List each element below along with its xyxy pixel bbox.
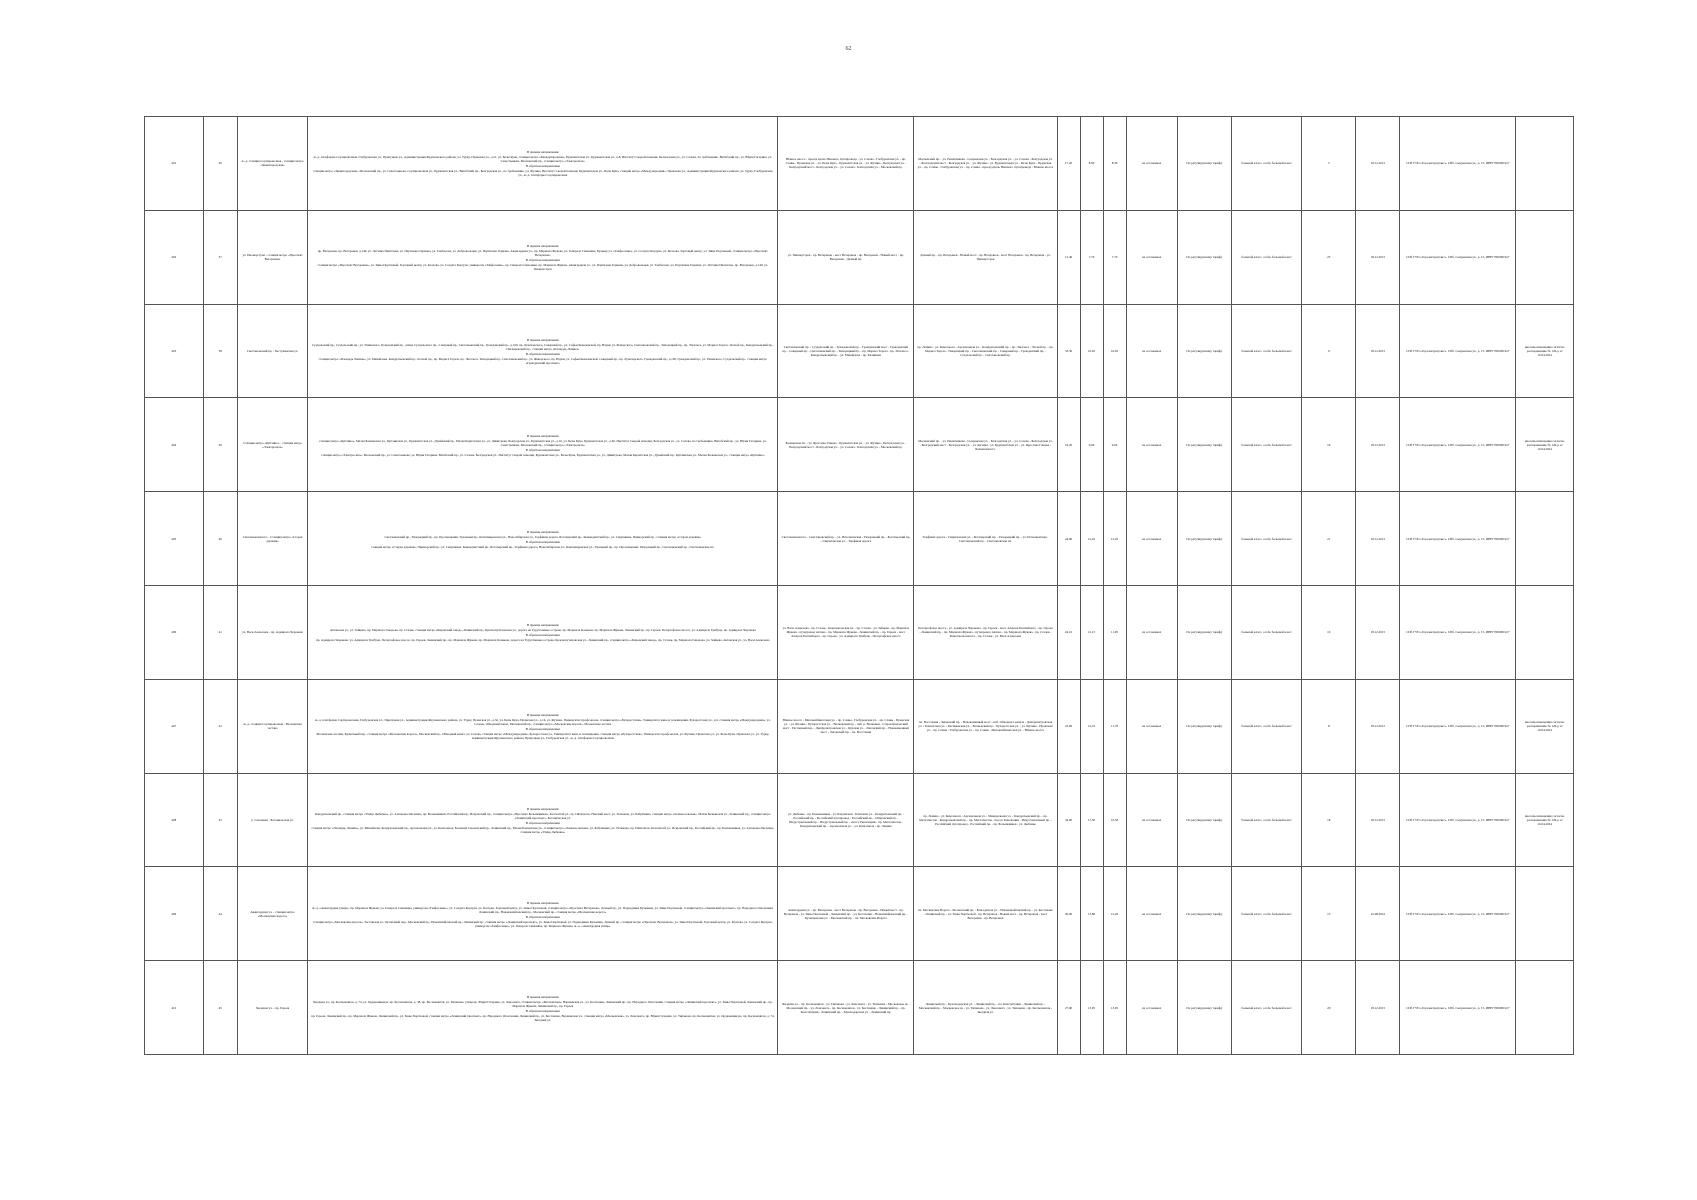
streets-backward-cell: Дачный пр. - пр. Ветеранов - Новый мост - пр. Ветеранов - мост Ветеранов - пр. Ветеранов - ул. Пионерстроя [914, 210, 1057, 304]
streets-forward-cell: ул. Пионерстроя - пр. Ветеранов - мост Ветеранов - пр. Ветеранов - Новый мост - пр. Ветеранов - Дачный пр. [778, 210, 914, 304]
length-total-cell: 19,20 [1057, 398, 1080, 492]
forward-heading: В прямом направлении [527, 433, 559, 438]
route-number-cell: 44 [203, 867, 237, 961]
streets-backward-cell: пр. Ленина - ул. Комсомола - Арсенальная ул. - Кондратьевский пр. - пр. Энгельса - Лесной пр. - пр. Мориса Тореза - Тихорецкий пр. - Светлановский пр. - Северный пр. - Гражданский пр. - Суздальский пр. - Светлановский пр. [914, 304, 1057, 398]
reg-number-cell: 406 [145, 585, 204, 679]
streets-forward-cell: Светлановская пл. - Светлановский пр. - ул. Исполкомская - Тихорецкий пр. - Богатырский пр. - Гавриловская ул. - Торфяная дорога [778, 492, 914, 586]
tariff-cell: По регулируемому тарифу [1177, 117, 1231, 211]
path-forward: пр. Ветеранов, пр. Ветеранов, д.149, ул. Летчика Пилютова, ул. Партизана Германа, ул. Тамбасова, ул. Добровольцев, ул. Партизана Германа, Авангардная ул., пр. Маршала Жукова, ул. Генерала Симоняка, Бульвар ул. «Тавфосенко», ул. Солдата Корзуна, ул. Козлова, Торговый центр, ул. Зины Портновой, станция метро «Проспект Ветеранов» [317, 249, 768, 258]
route-name-cell: ж.-д. станция Сортировочная - станция метро «Звенигородская» [238, 117, 308, 211]
route-path-cell [308, 117, 778, 211]
stop-mode-cell: на остановках [1126, 867, 1177, 961]
route-name-cell: Светлановская пл. - Станция метро «Старая деревня» [238, 492, 308, 586]
stop-mode-cell: на остановках [1126, 304, 1177, 398]
vehicle-count-cell: 18 [1302, 773, 1356, 867]
start-date-cell: 18.12.2015 [1356, 773, 1400, 867]
notes-cell: внесены изменения согласно распоряжению № 126-р от 16.04.2024 [1516, 398, 1574, 492]
streets-backward-cell: Московский пр. - ул. Решетникова - Сызранская ул. - Благодатная ул. - ул. Салова - Белградская ул. - Белградский мост - Белградская ул. - ул. Фучика - ул. Будапештская ул. - Белы Куна - Пражская ул. - пр. Славы - Глебуровская ул. - пр. Славы - проезд вдоль Невского путепровода - Южное шоссе [914, 117, 1057, 211]
path-backward: пр. Адмирала Черокова, ул. Адмирала Трибуца, Петергофское шоссе, пр. Героев, Ленинский пр., пр. Маршала Жукова, пр. Маршала Казакова, дорога на Турухтанные острова, Краснопутиловская ул., Ленинский пр., станция метро «Кировский завод», пр. Стачек, пр. Маршала Говорова, ул. Зайцева, Автовская ул., ул. Васи Алексеева [316, 638, 770, 643]
streets-forward-cell: Светлановский пр. - Суздальский пр. - Гражданский пр. - Гражданский мост - Гражданский пр. - Северный пр. - Светлановский пр. - Тихорецкий пр. - пр. Мориса Тореза - пр. Энгельса - Кондратьевский пр. - ул. Михайлова - пр. Калинина [778, 304, 914, 398]
route-number-cell: 45 [203, 961, 237, 1055]
vehicle-class-cell: большой класс, особо большой класс [1232, 398, 1302, 492]
route-name-cell: ул. Пионерстроя - станция метро «Проспект Ветеранов» [238, 210, 308, 304]
routes-table [144, 116, 1574, 1055]
path-forward: станция метро «Купчино», Малая Балканская ул., Купчинская ул., Будапештская ул., Дунайский пр., Малая Карпатская ул., ул. Димитрова, Белградская ул., Будапештская ул., д.16, ул. Белы Куна, Будапештская ул., д.40, Институт Скорой помощи, Белградская ул., ул. Салова, по требованию, Витебский пр., ул. Юрия Гагарина, ул. Севастьянова, Московский пр., станция метро «Электросила» [318, 438, 767, 447]
start-date-cell: 18.12.2015 [1356, 117, 1400, 211]
start-date-cell: 18.12.2015 [1356, 585, 1400, 679]
route-number-cell: 39 [203, 398, 237, 492]
length-backward-cell: 9,60 [1103, 398, 1126, 492]
carrier-cell: СПб ГУП «Горэлектротранс», СПб, Сызранская ул., д. 15, ИНН 7830001927 [1400, 304, 1516, 398]
vehicle-count-cell: 20 [1302, 961, 1356, 1055]
path-backward: станция метро «Проспект Ветеранов», ул. Зины Портновой, Торговый центр, ул. Козлова, ул. Солдата Корзуна, универсам «Тавфосенко», пр. Генерала Симоняка, пр. Маршала Жукова, Авангардная ул., ул. Партизана Германа, ул. Добровольцев, ул. Тамбасова, ул. Партизана Германа, ул. Летчика Пилютова, пр. Ветеранов, д.149, ул. Пионерстроя [317, 263, 768, 272]
backward-heading: В обратном направлении [525, 539, 560, 544]
table-row [145, 492, 1574, 586]
route-path-cell [308, 398, 778, 492]
length-total-cell: 17,20 [1057, 117, 1080, 211]
carrier-cell: СПб ГУП «Горэлектротранс», СПб, Сызранская ул., д. 15, ИНН 7830001927 [1400, 679, 1516, 773]
notes-cell [1516, 210, 1574, 304]
tariff-cell: По регулируемому тарифу [1177, 679, 1231, 773]
streets-forward-cell: Звездная ул. - пр. Космонавтов - ул. Типанова - ул. Ленсовета - ул. Типанова - Московское ш. - Московский пр. - ул. Ленсовета - пр. Космонавтов - ул. Костюшко - Ленинский пр. - пр. Конституции - Ленинский пр. - Краснодарская ул. - Ленинский пр. [778, 961, 914, 1055]
vehicle-class-cell: большой класс, особо большой класс [1232, 492, 1302, 586]
stop-mode-cell: на остановках [1126, 210, 1177, 304]
carrier-cell: СПб ГУП «Горэлектротранс», СПб, Сызранская ул., д. 15, ИНН 7830001927 [1400, 492, 1516, 586]
route-number-cell: 36 [203, 117, 237, 211]
length-backward-cell: 12,45 [1103, 492, 1126, 586]
stop-mode-cell: на остановках [1126, 773, 1177, 867]
tariff-cell: По регулируемому тарифу [1177, 398, 1231, 492]
length-forward-cell: 17,50 [1080, 773, 1103, 867]
carrier-cell: СПб ГУП «Горэлектротранс», СПб, Сызранская ул., д. 15, ИНН 7830001927 [1400, 117, 1516, 211]
reg-number-cell: 410 [145, 961, 204, 1055]
length-backward-cell: 13,95 [1103, 961, 1126, 1055]
forward-heading: В прямом направлении [527, 244, 559, 249]
stop-mode-cell: на остановках [1126, 679, 1177, 773]
streets-forward-cell: Авангардная ул. - пр. Ветеранов - мост Ветеранов - пр. Ветеранов - Новый мост - пр. Ветеранов - ул. Зины Портновой - Ленинский пр. - ул. Костюшко - Новоизмайловский пр. - Кузнецовская ул. - Московский пр. - пл. Московские Ворота [778, 867, 914, 961]
tariff-cell: По регулируемому тарифу [1177, 210, 1231, 304]
carrier-cell: СПб ГУП «Горэлектротранс», СПб, Сызранская ул., д. 15, ИНН 7830001927 [1400, 867, 1516, 961]
tariff-cell: По регулируемому тарифу [1177, 867, 1231, 961]
length-backward-cell: 12,20 [1103, 867, 1126, 961]
route-path-cell [308, 867, 778, 961]
route-number-cell: 42 [203, 679, 237, 773]
length-total-cell: 26,00 [1057, 867, 1080, 961]
stop-mode-cell: на остановках [1126, 585, 1177, 679]
vehicle-class-cell: большой класс, особо большой класс [1232, 117, 1302, 211]
length-total-cell: 34,00 [1057, 773, 1080, 867]
route-number-cell: 43 [203, 773, 237, 867]
length-total-cell: 24,10 [1057, 585, 1080, 679]
reg-number-cell: 409 [145, 867, 204, 961]
forward-heading: В прямом направлении [527, 713, 559, 718]
forward-heading: В прямом направлении [527, 806, 559, 811]
route-number-cell: 38 [203, 304, 237, 398]
route-path-cell [308, 304, 778, 398]
backward-heading: В обратном направлении [525, 633, 560, 638]
table-row [145, 210, 1574, 304]
length-forward-cell: 13,80 [1080, 867, 1103, 961]
vehicle-class-cell: большой класс, особо большой класс [1232, 304, 1302, 398]
reg-number-cell: 403 [145, 304, 204, 398]
path-backward: станция метро «Площадь Ленина», ул. Михайлова, Кондратьевский пр., Арсенальная ул., ул. Комсомола, Большой Смоленский пр., Ленинский пр., Малая Балканская ул., станция метро «Ломоносовская», ул. Бабушкина, ул. Тельмана, пр. Пятилеток, Коллонтай ул., Искровский пр., Российский пр., пр. Большевиков, ул. Антонова-Овсеенко, станция метро «Улица Дыбенко» [311, 825, 775, 834]
backward-heading: В обратном направлении [525, 164, 560, 169]
notes-cell [1516, 492, 1574, 586]
route-path-cell [308, 492, 778, 586]
table-row [145, 398, 1574, 492]
vehicle-count-cell: 23 [1302, 210, 1356, 304]
path-backward: станция метро «Площадь Ленина», ул. Михайлова, Кондратьевский пр., Лесной пр., пр. Мориса Тореза, пр. Энгельса, Тихорецкий пр., Светлановский пр., ул. Фаворского, пр. Науки, ул. Софьи Ковалевской, Северный пр., пр. Луначарского, Гражданский пр., д.100, Гражданский пр., ул. Ушинского, Суздальский пр., станция метро «Гражданский проспект» [318, 356, 767, 365]
notes-cell [1516, 867, 1574, 961]
route-name-cell: Станция метро «Купчино» - станция метро «Электросила» [238, 398, 308, 492]
length-total-cell: 15,40 [1057, 210, 1080, 304]
length-forward-cell: 7,70 [1080, 210, 1103, 304]
length-backward-cell: 8,30 [1103, 117, 1126, 211]
stop-mode-cell: на остановках [1126, 492, 1177, 586]
route-number-cell: 40 [203, 492, 237, 586]
start-date-cell: 18.12.2015 [1356, 679, 1400, 773]
streets-forward-cell: ул. Васи Алексеева - пр. Стачек - Комсомольская пл. - пр. Стачек - ул. Зайцева - пр. Маршала Жукова - путепровод Автово - пр. Маршала Жукова - Ленинский пр. - пр. Героев - мост Алексея Балтийского - пр. Героев - ул. Адмирала Трибуца - Петергофское шоссе [778, 585, 914, 679]
vehicle-count-cell: 21 [1302, 492, 1356, 586]
page-number: 62 [845, 46, 852, 52]
reg-number-cell: 404 [145, 398, 204, 492]
route-name-cell: ул. Васи Алексеева - пр. Адмирала Черокова [238, 585, 308, 679]
route-path-cell [308, 679, 778, 773]
streets-backward-cell: Ленинский пр. - Краснодарская ул. - Ленинский пр. - пл. Конституции - Ленинский пр. - Московский пр. - Московское ш. - ул. Типанова - ул. Ленсовета - ул. Типанова - пр. Космонавтов - Звездная ул. [914, 961, 1057, 1055]
route-name-cell: Звездная ул. - пр. Героев [238, 961, 308, 1055]
path-backward: Московская застава, Кузнечный пер., станция метро «Московские ворота», Московский пр., Обводный канал, ул. Салова, станция метро «Международная», Бухарестская ул., Университет кино и телевидения, станция метро «Бухарестская», Университет профсоюзов, ул. Фучика, Пражская ул., ул. Белы Куна, Пражская ул., ул. Турку, Администрация Фрунзенского района, Прилуцкая ул., Глебуровская ул., ж.-д. платформа Сортировочная [316, 732, 770, 741]
notes-cell: внесены изменения согласно распоряжению № 126-р от 16.04.2024 [1516, 304, 1574, 398]
table-row [145, 117, 1574, 211]
forward-heading: В прямом направлении [527, 150, 559, 155]
streets-forward-cell: Балканская пл. - ул. Ярослава Гашека - Будапештская ул. - ул. Фучика - Белградская ул. - Белградский мост - Белградская ул. - ул. Салова - Благодатная ул. - Московский пр. [778, 398, 914, 492]
notes-cell: внесены изменения согласно распоряжению № 126-р от 16.04.2024 [1516, 773, 1574, 867]
vehicle-class-cell: большой класс, особо большой класс [1232, 585, 1302, 679]
length-backward-cell: 16,65 [1103, 304, 1126, 398]
length-total-cell: 22,00 [1057, 679, 1080, 773]
carrier-cell: СПб ГУП «Горэлектротранс», СПб, Сызранская ул., д. 15, ИНН 7830001927 [1400, 961, 1516, 1055]
tariff-cell: По регулируемому тарифу [1177, 773, 1231, 867]
length-backward-cell: 16,50 [1103, 773, 1126, 867]
start-date-cell: 18.12.2015 [1356, 304, 1400, 398]
notes-cell [1516, 961, 1574, 1055]
backward-heading: В обратном направлении [525, 727, 560, 732]
start-date-cell: 18.12.2015 [1356, 210, 1400, 304]
length-forward-cell: 16,65 [1080, 304, 1103, 398]
path-forward: ж.-д. платформа Сортировочная, Глебуровская ул., Прилуцкая ул., Администрация Фрунзенского района, ул. Турку, Пражская ул., д.32, ул. Белы Куна, Пражская ул., д.14, ул. Фучика, Университет профсоюзов, станция метро «Бухарестская», Университет кино и телевидения, Бухарестская ул., д.6, станция метро «Международная», ул. Салова, Обводный канал, Московский пр., станция метро «Московские ворота», Московская застава [315, 718, 771, 727]
tariff-cell: По регулируемому тарифу [1177, 961, 1231, 1055]
reg-number-cell: 402 [145, 210, 204, 304]
table-row [145, 773, 1574, 867]
length-forward-cell: 8,90 [1080, 117, 1103, 211]
path-forward: Звездная ул., пр. Космонавтов, д. 74, ул. Орджоникидзе, пр. Космонавтов, д. 38, пр. Космонавтов, ул. Типанова, улица пр. Юрия Гагарина, ул. Ленсовета, станция метро «Московская», Варшавская ул., ул. Костюшко, Ленинский пр., пр. Народного Ополчения, станция метро «Ленинский проспект», ул. Зины Портновой, Ленинский пр., пр. Маршала Жукова, Ленинский пр., пр. Героев [312, 999, 773, 1008]
length-total-cell: 27,90 [1057, 961, 1080, 1055]
length-backward-cell: 11,95 [1103, 585, 1126, 679]
path-backward: станция метро «Электросила», Московский пр., ул. Севастьянова, ул. Юрия Гагарина, Витебский пр., ул. Салова, Белградская ул., Институт Скорой помощи, Будапештская ул., Белы Куна, Будапештская ул., ул. Димитрова, Малая Карпатская ул., Дунайский пр., Купчинская ул., Малая Балканская ул., станция метро «Купчино» [320, 452, 765, 457]
route-name-cell: Светлановский пр. - Бестужевская ул. [238, 304, 308, 398]
streets-backward-cell: пл. Восстания - Лиговский пр. - Новокаменный мост - наб. Обводного канала - Днепропетровская ул. - Камчатская ул. - Касимовская ул. - Волковский пр. - Бухарестская ул. - ул. Фучика - Пражская ул. - пр. Славы - Глебуровская ул. - пр. Славы - Мясокомбинатская ул. - Южное шоссе [914, 679, 1057, 773]
route-number-cell: 41 [203, 585, 237, 679]
forward-heading: В прямом направлении [527, 529, 559, 534]
notes-cell: внесены изменения согласно распоряжению № 126-р от 16.04.2024 [1516, 679, 1574, 773]
route-path-cell [308, 585, 778, 679]
vehicle-class-cell: большой класс, особо большой класс [1232, 961, 1302, 1055]
reg-number-cell: 407 [145, 679, 204, 773]
stop-mode-cell: на остановках [1126, 117, 1177, 211]
vehicle-count-cell: 16 [1302, 398, 1356, 492]
reg-number-cell: 401 [145, 117, 204, 211]
table-row [145, 304, 1574, 398]
route-path-cell [308, 773, 778, 867]
forward-heading: В прямом направлении [527, 337, 559, 342]
tariff-cell: По регулируемому тарифу [1177, 304, 1231, 398]
path-backward: пр. Героев, Ленинский пр., пр. Маршала Жукова, Ленинский пр., ул. Зины Портновой, станция метро «Ленинский проспект», пр. Народного Ополчения, Ленинский пр., ул. Костюшко, Варшавская ул., станция метро «Московская», ул. Ленсовета, пр. Юрия Гагарина, ул. Типанова, пр. Космонавтов, ул. Орджоникидзе, пр. Космонавтов, д. 74, Звездная ул. [311, 1013, 775, 1022]
streets-forward-cell: Южное шоссе - Мясокомбинатская ул. - пр. Славы - Глебуровская ул. - пр. Славы - Пражская ул. - ул. Фучика - Бухарестская ул. - Волковский пр. - наб. р. Волковки - Старообрядческий мост - Растанный пер. - Днепропетровская ул. - Курская ул. - Лиговский пр. - Новокаменный мост - Лиговский пр. - пл. Восстания [778, 679, 914, 773]
path-forward: ж.-д. «Авангардная улица», пр. Маршала Жукова, ул. Генерала Симоняка, универсам «Тавфосенко», ул. Солдата Корзуна, ул. Козлова, Торговый центр, ул. Зины Портновой, станция метро «Проспект Ветеранов», Дачный пр., ул. Подводника Кузьмина, ул. Зины Портновой, станция метро «Ленинский проспект», пр. Народного Ополчения, Ленинский пр., Новоизмайловский пр., Московский пр., станция метро «Московские ворота» [312, 905, 774, 914]
forward-heading: В прямом направлении [527, 900, 559, 905]
path-forward: ж.-д. платформа Сортировочная, Глебуровская ул., Прилуцкая ул., Администрация Фрунзенского района, ул. Турку, Пражская ул., д.21, ул. Белы Куна, станция метро «Международная», Будапештская ул., Будапештская ул., к.8, Институт Скорой помощи, Белградская ул., ул. Салова, по требованию, Витебский пр., ул. Юрия Гагарина, ул. Севастьянова, Московский пр., станция метро «Электросила» [313, 155, 772, 164]
streets-backward-cell: Петергофское шоссе - ул. Адмирала Черокова - пр. Героев - мост Алексея Балтийского - пр. Героев - Ленинский пр. - пр. Маршала Жукова - путепровод Автово - пр. Маршала Жукова - пр. Стачек - Комсомольская пл. - пр. Стачек - ул. Васи Алексеева [914, 585, 1057, 679]
streets-backward-cell: Московский пр. - ул. Решетникова - Сызранская ул. - Благодатная ул. - ул. Салова - Белградская ул. - Белградский мост - Белградская ул. - ул. Фучика - ул. Будапештская ул. - ул. Ярослава Гашека - Балканская пл. [914, 398, 1057, 492]
length-forward-cell: 12,15 [1080, 585, 1103, 679]
streets-forward-cell: ул. Дыбенко - пр. Большевиков - ул. Бадаевская - Кленовая ул. - Кондратьевский пр. - Российский пр. - Российский путепровод - Российский пр. - Искровский пр. - Индустриальный пр. - Индустриальный пр. - шоссе Революции - пр. Металлистов - Кондратьевский пр. - Арсенальная ул. - ул. Комсомола - пр. Ленина [778, 773, 914, 867]
table-row [145, 961, 1574, 1055]
table-row [145, 585, 1574, 679]
length-forward-cell: 12,45 [1080, 492, 1103, 586]
table-row [145, 867, 1574, 961]
carrier-cell: СПб ГУП «Горэлектротранс», СПб, Сызранская ул., д. 15, ИНН 7830001927 [1400, 773, 1516, 867]
route-number-cell: 37 [203, 210, 237, 304]
route-path-cell [308, 961, 778, 1055]
route-path-cell [308, 210, 778, 304]
stop-mode-cell: на остановках [1126, 398, 1177, 492]
length-forward-cell: 12,10 [1080, 679, 1103, 773]
path-forward: Суздальский пр., Суздальский пр., ул. Ушинского, Гражданский пр., улица Суздальского пр., Северный пр., Светлановский пр., Гражданский пр., д.100, пр. Луначарского, Северный пр., ул. Софьи Ковалевской, пр. Науки, ул. Фаворского, Светлановский пр., Тихорецкий пр., пр. Энгельса, ул. Мориса Тореза, Лесной пр., Кондратьевский пр., Пискаревский пр., станция метро «Площадь Ленина» [311, 342, 774, 351]
table-row [145, 679, 1574, 773]
vehicle-count-cell: 13 [1302, 867, 1356, 961]
path-forward: Кондратьевский пр., станция метро «Улица Дыбенко», ул. Антонова-Овсеенко, пр. Большевиков, Российский пр., Искровский пр., станция метро «Проспект Большевиков», Коллонтай ул., пр. Пятилеток, Невский мост, ул. Тельмана, ул. Бабушкина, станция метро «Ломоносовская», Малая Балканская ул., Ленинский пр., станция метро «Ленинский проспект», Ботаническая ул. [314, 811, 771, 820]
carrier-cell: СПб ГУП «Горэлектротранс», СПб, Сызранская ул., д. 15, ИНН 7830001927 [1400, 210, 1516, 304]
carrier-cell: СПб ГУП «Горэлектротранс», СПб, Сызранская ул., д. 15, ИНН 7830001927 [1400, 398, 1516, 492]
reg-number-cell: 405 [145, 492, 204, 586]
length-backward-cell: 11,70 [1103, 679, 1126, 773]
route-name-cell: Авангардная ул. - станция метро «Московские ворота» [238, 867, 308, 961]
vehicle-class-cell: большой класс, особо большой класс [1232, 679, 1302, 773]
tariff-cell: По регулируемому тарифу [1177, 492, 1231, 586]
length-total-cell: 33,30 [1057, 304, 1080, 398]
path-backward: станция метро «Звенигородская», Московский пр., ул. Севастьянова, Сортировочная ул., Будапештская ул., Витебский пр., Белградская ул., по требованию, ул. Фучика, Институт Скорой помощи, Будапештская ул., Белы Куна, станция метро «Международная», Пражская ул., Администрация Фрунзенского района, ул. Турку, Глебуровская ул., ж.-д. платформа Сортировочная [313, 169, 773, 178]
backward-heading: В обратном направлении [525, 820, 560, 825]
length-backward-cell: 7,70 [1103, 210, 1126, 304]
streets-backward-cell: пр. Ленина - ул. Комсомола - Арсенальная ул. - Минеральная ул. - Кондратьевский пр. - пр. Металлистов - Кондратьевский пр. - пр. Металлистов - шоссе Революции - Индустриальный пр. - Российский путепровод - Российский пр. - пр. Большевиков - ул. Дыбенко [914, 773, 1057, 867]
streets-backward-cell: пл. Московские Ворота - Московский пр. - Благодатная ул. - Новоизмайловский пр. - ул. Костюшко - Ленинский пр. - ул. Зины Портновой - пр. Ветеранов - Новый мост - пр. Ветеранов - мост Ветеранов - пр. Ветеранов [914, 867, 1057, 961]
carrier-cell: СПб ГУП «Горэлектротранс», СПб, Сызранская ул., д. 15, ИНН 7830001927 [1400, 585, 1516, 679]
streets-forward-cell: Южное шоссе - проезд вдоль Невского путепровода - ул. Салова - Глебуровская ул. - пр. Славы - Пражская ул. - ул. Белы Куна - Будапештская ул. - ул. Фучика - Белградская ул. - Белградский мост - Белградская ул. - ул. Салова - Благодатная ул. - Московский пр. [778, 117, 914, 211]
backward-heading: В обратном направлении [525, 447, 560, 452]
backward-heading: В обратном направлении [525, 914, 560, 919]
backward-heading: В обратном направлении [525, 258, 560, 263]
route-name-cell: р. Смоленка - Ботаническая ул. [238, 773, 308, 867]
path-backward: станция метро «Московские ворота», Заставская ул., Кузнечный пер., Московский пр., Новоизмайловский пр., Ленинский пр., станция метро «Ленинский проспект», ул. Зины Портновой, ул. Подводника Кузьмина, Дачный пр., станция метро «Проспект Ветеранов», ул. Зины Портновой, Торговый центр, ул. Козлова, ул. Солдата Корзуна, универсам «Тавфосенко», ул. Генерала Симоняка, пр. Маршала Жукова, ж.-д. «Авангардная улица» [312, 919, 773, 928]
reg-number-cell: 408 [145, 773, 204, 867]
start-date-cell: 18.12.2015 [1356, 398, 1400, 492]
streets-backward-cell: Торфяная дорога - Гавриловская ул. - Богатырский пр. - Тихорецкий пр. - ул. Исполкомская - Светлановский пр. - Светлановская пл. [914, 492, 1057, 586]
start-date-cell: 18.12.2015 [1356, 492, 1400, 586]
backward-heading: В обратном направлении [525, 1008, 560, 1013]
vehicle-count-cell: 8 [1302, 679, 1356, 773]
vehicle-count-cell: 9 [1302, 304, 1356, 398]
backward-heading: В обратном направлении [525, 351, 560, 356]
tariff-cell: По регулируемому тарифу [1177, 585, 1231, 679]
length-forward-cell: 13,95 [1080, 961, 1103, 1055]
vehicle-class-cell: большой класс, особо большой класс [1232, 773, 1302, 867]
notes-cell [1516, 117, 1574, 211]
start-date-cell: 22.08.2016 [1356, 867, 1400, 961]
route-name-cell: ж.-д. станция Сортировочная - Московская застава [238, 679, 308, 773]
stop-mode-cell: на остановках [1126, 961, 1177, 1055]
start-date-cell: 18.12.2015 [1356, 961, 1400, 1055]
path-forward: Автовская ул., ул. Зайцева, пр. Маршала Говорова, пр. Стачек, станция метро «Кировский завод», Ленинский пр., Краснопутиловская ул., дорога на Турухтанные острова, пр. Маршала Казакова, пр. Маршала Жукова, Ленинский пр., пр. Героев, Петергофское шоссе, ул. Адмирала Трибуца, пр. Адмирала Черокова [329, 628, 756, 633]
length-forward-cell: 9,60 [1080, 398, 1103, 492]
vehicle-count-cell: 5 [1302, 117, 1356, 211]
vehicle-count-cell: 10 [1302, 585, 1356, 679]
vehicle-class-cell: большой класс, особо большой класс [1232, 867, 1302, 961]
vehicle-class-cell: большой класс, особо большой класс [1232, 210, 1302, 304]
forward-heading: В прямом направлении [527, 623, 559, 628]
notes-cell [1516, 585, 1574, 679]
path-forward: Светлановский пр., Тихорецкий пр., пр. Просвещения, Удельный пр., Кантемировская ул., Новосибирская ул., Торфяная дорога, Богатырский пр., Комендантский пр., ул. Савушкина, Приморский пр., станция метро «Старая деревня» [384, 534, 701, 539]
length-total-cell: 24,90 [1057, 492, 1080, 586]
path-backward: станция метро «Старая деревня», Приморский пр., ул. Савушкина, Комендантский пр., Богатырский пр., Торфяная дорога, Новосибирская ул., Кантемировская ул., Удельный пр., пр. Просвещения, Тихорецкий пр., Светлановский пр., Светлановская пл. [371, 544, 715, 549]
forward-heading: В прямом направлении [527, 994, 559, 999]
